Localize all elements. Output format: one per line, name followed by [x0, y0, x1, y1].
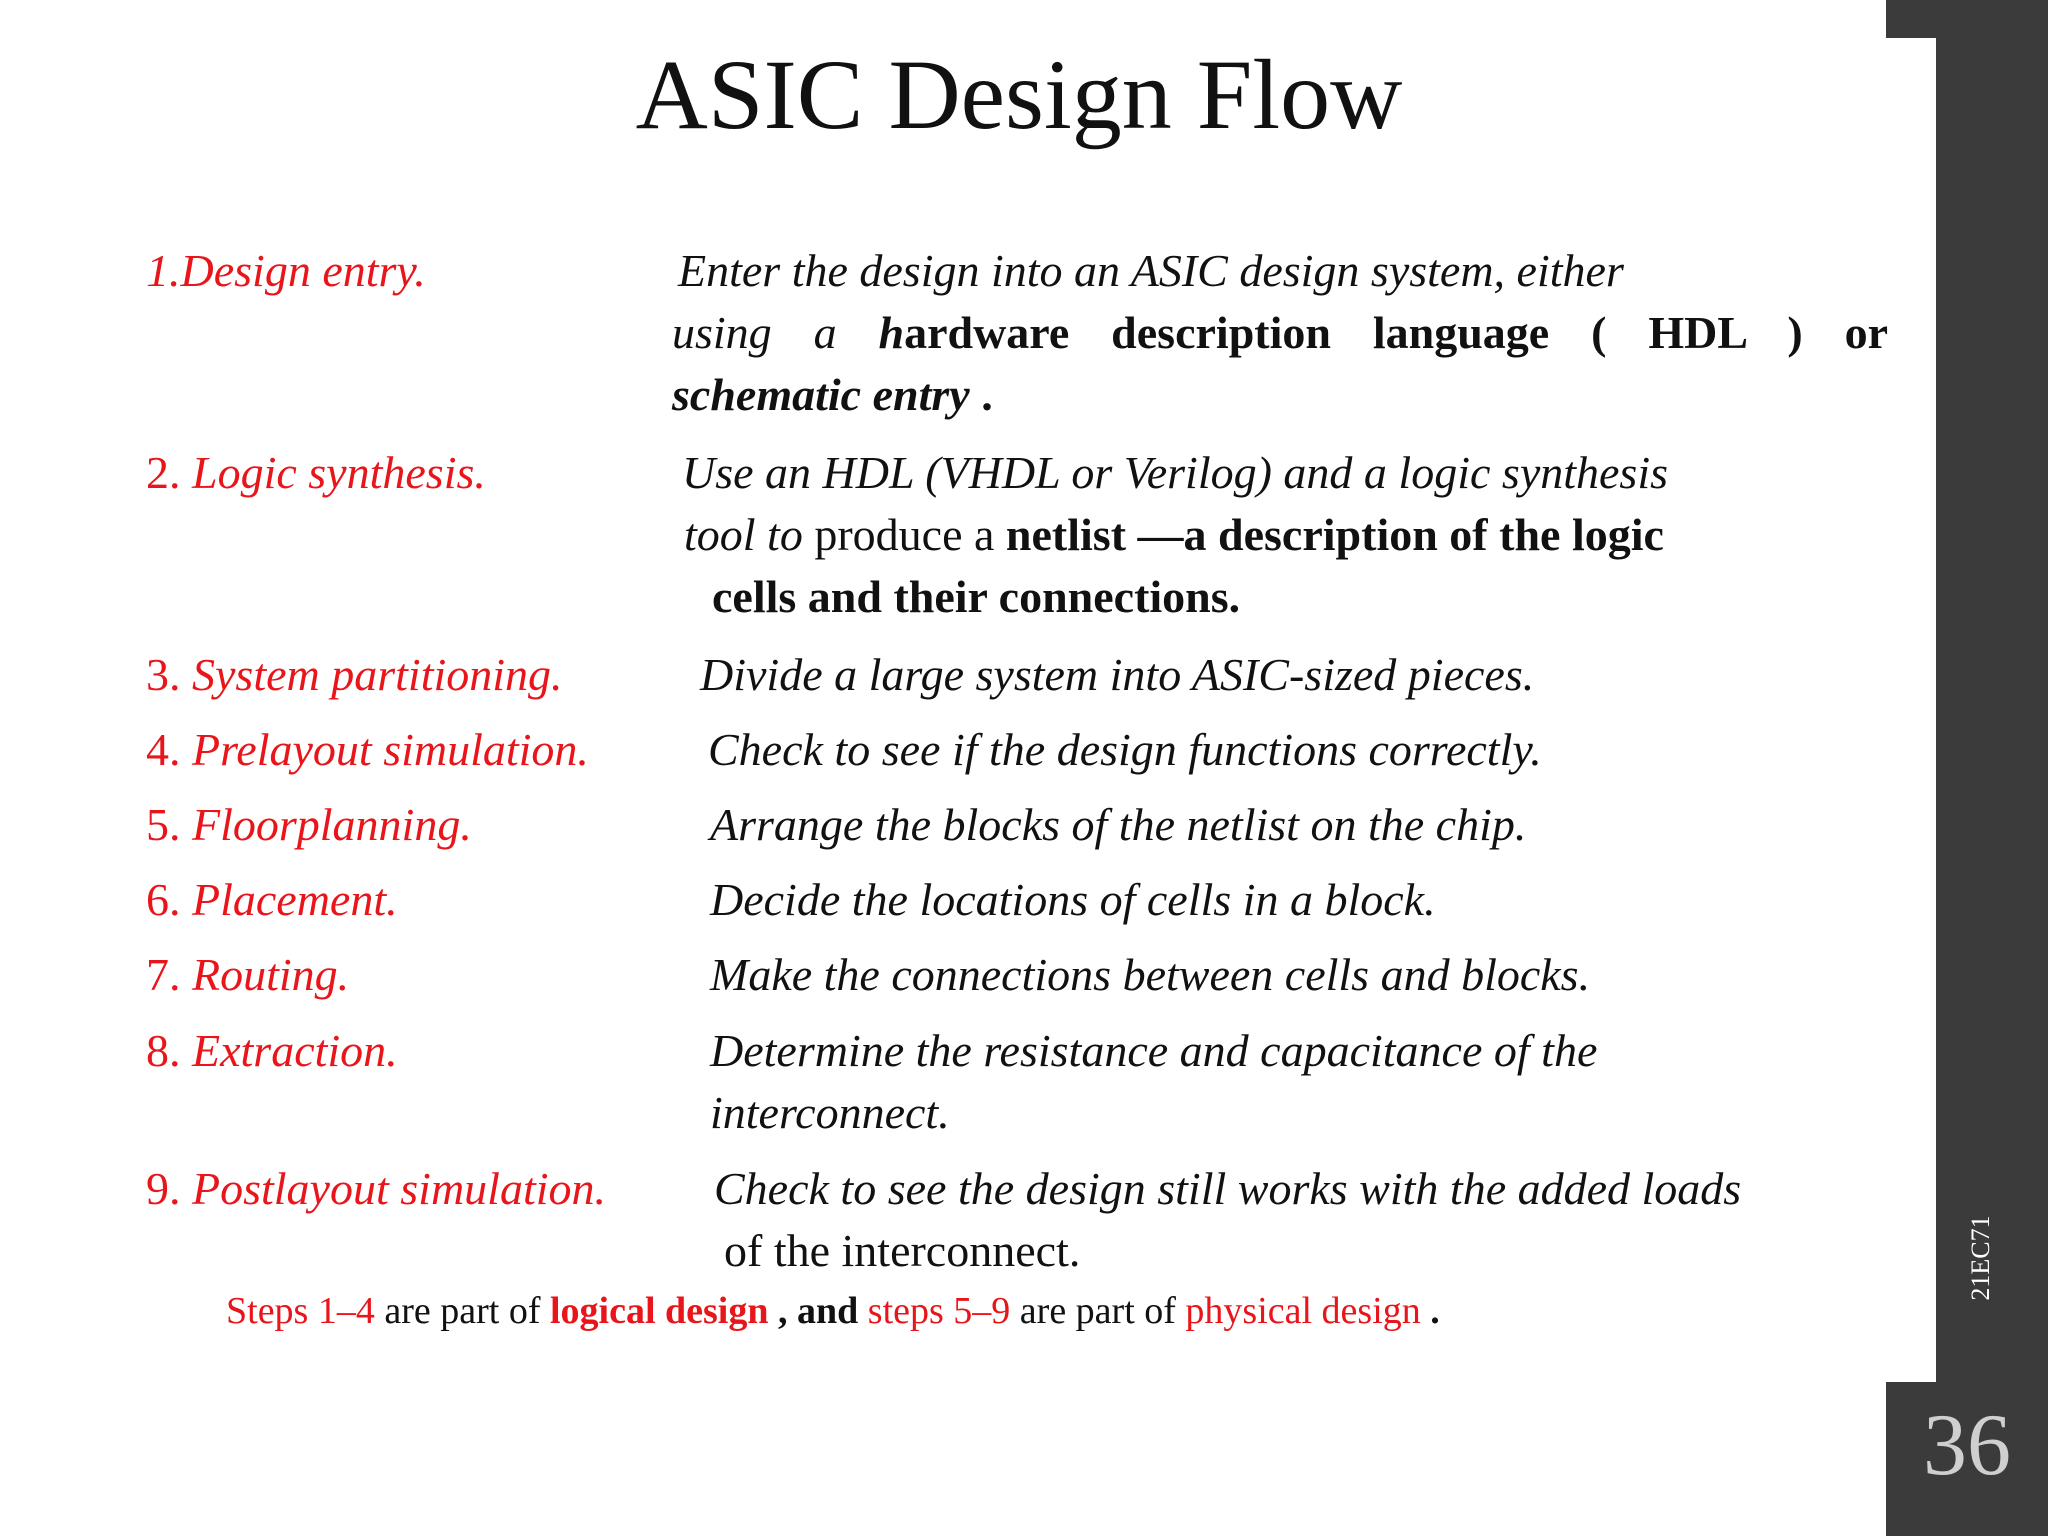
step-1-label: 1.Design entry.: [146, 245, 426, 296]
step-9-desc-line-2: of the interconnect.: [724, 1225, 1081, 1276]
step-8-desc-line-2: interconnect.: [710, 1087, 950, 1138]
step-6-label: 6. Placement.: [146, 874, 398, 925]
step-7-desc: Make the connections between cells and blocks.: [710, 949, 1591, 1000]
step-2-desc-line-2: tool to produce a netlist —a description of the logic: [684, 509, 1664, 560]
step-7-label: 7. Routing.: [146, 949, 350, 1000]
step-2-label: 2. Logic synthesis.: [146, 447, 486, 498]
step-5-desc: Arrange the blocks of the netlist on the chip.: [710, 799, 1527, 850]
step-1-desc-line-2: using a hardware description language ( HDL ) or: [672, 307, 1888, 358]
page-number: 36: [1923, 1397, 2011, 1494]
step-4-desc: Check to see if the design functions correctly.: [708, 724, 1542, 775]
step-4-label: 4. Prelayout simulation.: [146, 724, 589, 775]
sidebar-top-notch: [1886, 0, 1936, 38]
right-sidebar: [1936, 0, 2048, 1382]
step-5-label: 5. Floorplanning.: [146, 799, 472, 850]
step-3-desc: Divide a large system into ASIC-sized pieces.: [700, 649, 1535, 700]
step-3-label: 3. System partitioning.: [146, 649, 563, 700]
summary-note: Steps 1–4 are part of logical design , and steps 5–9 are part of physical design .: [226, 1290, 1440, 1332]
step-8-desc-line-1: Determine the resistance and capacitance of the: [710, 1025, 1598, 1076]
step-1-desc-line-1: Enter the design into an ASIC design system, either: [678, 245, 1624, 296]
step-2-desc-line-3: cells and their connections.: [712, 571, 1241, 622]
step-1-desc-line-3: schematic entry .: [672, 369, 993, 420]
step-8-label: 8. Extraction.: [146, 1025, 398, 1076]
step-2-desc-line-1: Use an HDL (VHDL or Verilog) and a logic synthesis: [682, 447, 1669, 498]
step-6-desc: Decide the locations of cells in a block.: [710, 874, 1436, 925]
step-9-label: 9. Postlayout simulation.: [146, 1163, 606, 1214]
course-code: 21EC71: [1966, 1215, 1995, 1301]
step-9-desc-line-1: Check to see the design still works with the added loads: [714, 1163, 1742, 1214]
slide-title: ASIC Design Flow: [635, 39, 1403, 150]
